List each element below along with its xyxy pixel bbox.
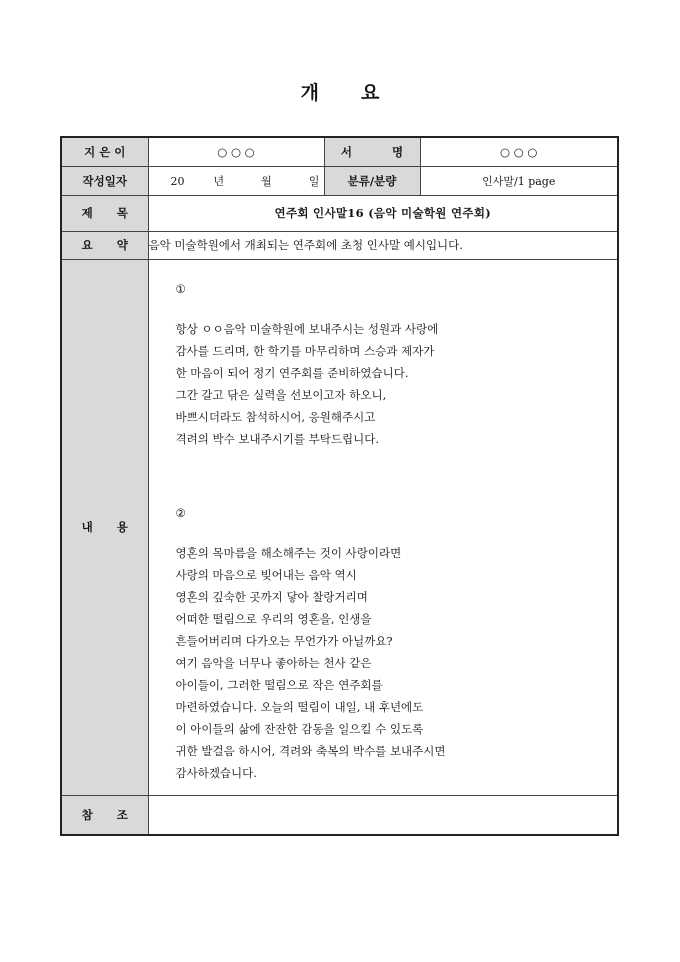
content-cell (148, 259, 618, 795)
subject-label: 제 목 (61, 195, 148, 231)
section1-line-4: 그간 갈고 닦은 실력을 선보이고자 하오니, (175, 387, 387, 402)
section2-line-4: 어떠한 떨림으로 우리의 영혼을, 인생을 (175, 611, 372, 626)
title-part-1: 개 (300, 82, 319, 104)
category-value: 인사말/1 page (420, 166, 618, 195)
reference-label: 참 조 (61, 795, 148, 835)
overview-form (60, 136, 619, 836)
section2-line-1: 영혼의 목마름을 해소해주는 것이 사랑이라면 (175, 545, 402, 560)
section2-line-5: 흔들어버리며 다가오는 무언가가 아닐까요? (175, 633, 393, 648)
author-label: 지 은 이 (61, 137, 148, 166)
signature-value: ○ ○ ○ (420, 137, 618, 166)
section2-line-11: 감사하겠습니다. (175, 765, 257, 780)
section2-line-7: 아이들이, 그러한 떨림으로 작은 연주회를 (175, 677, 383, 692)
date-year-unit: 년 (213, 174, 225, 188)
section1-line-5: 바쁘시더라도 참석하시어, 응원해주시고 (175, 409, 376, 424)
section1-line-2: 감사를 드리며, 한 학기를 마무리하며 스승과 제자가 (175, 343, 435, 358)
section2-line-6: 여기 음악을 너무나 좋아하는 천사 같은 (175, 655, 372, 670)
content-label: 내 용 (61, 259, 148, 795)
section1-line-6: 격려의 박수 보내주시기를 부탁드립니다. (175, 431, 379, 446)
subject-value: 연주회 인사말16 (음악 미술학원 연주회) (148, 195, 618, 231)
section2-line-8: 마련하였습니다. 오늘의 떨림이 내일, 내 후년에도 (175, 699, 424, 714)
summary-label: 요 약 (61, 231, 148, 259)
section1-mark: ① (175, 281, 186, 296)
section2-line-2: 사랑의 마음으로 빚어내는 음악 역시 (175, 567, 357, 582)
document-title (0, 78, 680, 105)
date-label: 작성일자 (61, 166, 148, 195)
title-part-2: 요 (361, 82, 380, 104)
signature-label: 서 명 (324, 137, 420, 166)
summary-value: 음악 미술학원에서 개최되는 연주회에 초청 인사말 예시입니다. (148, 231, 618, 259)
date-day-unit: 일 (308, 174, 320, 188)
reference-value (148, 795, 618, 835)
author-value: ○ ○ ○ (148, 137, 324, 166)
section2-line-10: 귀한 발걸음 하시어, 격려와 축복의 박수를 보내주시면 (175, 743, 446, 758)
section1-line-3: 한 마음이 되어 정기 연주회를 준비하였습니다. (175, 365, 409, 380)
date-year: 20 (170, 174, 185, 188)
date-value (148, 166, 324, 195)
section2-line-3: 영혼의 깊숙한 곳까지 닿아 찰랑거리며 (175, 589, 368, 604)
section2-line-9: 이 아이들의 삶에 잔잔한 감동을 일으킬 수 있도록 (175, 721, 424, 736)
category-label: 분류/분량 (324, 166, 420, 195)
section1-line-1: 항상 ㅇㅇ음악 미술학원에 보내주시는 성원과 사랑에 (175, 321, 439, 336)
date-month-unit: 월 (261, 174, 272, 188)
section2-mark: ② (175, 505, 186, 520)
